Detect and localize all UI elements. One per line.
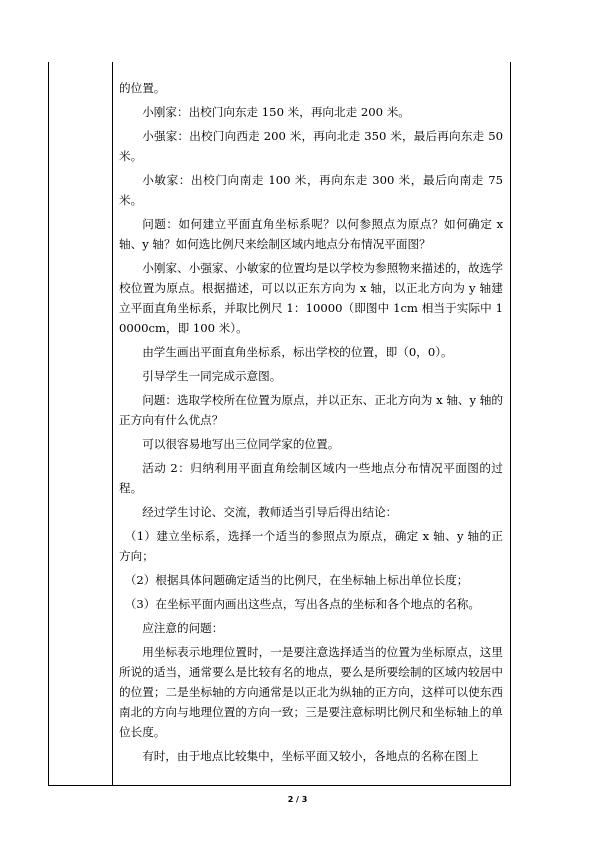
paragraph-answer-1: 小刚家、小强家、小敏家的位置均是以学校为参照物来描述的，故选学校位置为原点。根据描述，可以以正东方向为 x 轴，以正北方向为 y 轴建立平面直角坐标系，并取比例尺 1：10000（即图中 1cm 相当于实际中 10000cm，即 100 米）。	[119, 261, 503, 335]
paragraph-step-2: （2）根据具体问题确定适当的比例尺，在坐标轴上标出单位长度；	[124, 573, 469, 587]
paragraph-0: 的位置。	[119, 81, 166, 95]
paragraph-xiaoqiang-home: 小强家：出校门向西走 200 米，再向北走 350 米，最后再向东走 50 米。	[119, 129, 503, 163]
paragraph-guide: 引导学生一同完成示意图。	[142, 369, 282, 383]
paragraph-xiaogang-home: 小刚家：出校门向东走 150 米，再向北走 200 米。	[142, 105, 410, 119]
paragraph-activity-2: 活动 2：归纳利用平面直角绘制区域内一些地点分布情况平面图的过程。	[119, 461, 503, 495]
paragraph-question-2: 问题：选取学校所在位置为原点，并以正东、正北方向为 x 轴、y 轴的正方向有什么优点？	[119, 393, 503, 427]
paragraph-discussion: 经过学生讨论、交流，教师适当引导后得出结论：	[142, 505, 398, 519]
paragraph-student-draw: 由学生画出平面直角坐标系，标出学校的位置，即（0，0）。	[142, 345, 453, 359]
paragraph-xiaomin-home: 小敏家：出校门向南走 100 米，再向东走 300 米，最后向南走 75 米。	[119, 173, 503, 207]
paragraph-answer-2: 可以很容易地写出三位同学家的位置。	[142, 437, 340, 451]
paragraph-step-3: （3）在坐标平面内画出这些点，写出各点的坐标和各个地点的名称。	[124, 597, 480, 611]
paragraph-continued: 有时，由于地点比较集中，坐标平面又较小，各地点的名称在图上	[142, 749, 479, 763]
paragraph-notes-body: 用坐标表示地理位置时，一是要注意选择适当的位置为坐标原点，这里所说的适当，通常要么是比较有名的地点，要么是所要绘制的区域内较居中的位置；二是坐标轴的方向通常是以正北为纵轴的正方向，这样可以使东西南北的方向与地理位置的方向一致；三是要注意标明比例尺和坐标轴上的单位长度。	[119, 645, 503, 739]
paragraph-question-1: 问题：如何建立平面直角坐标系呢？以何参照点为原点？如何确定 x 轴、y 轴？如何选比例尺来绘制区域内地点分布情况平面图？	[119, 217, 503, 251]
paragraph-step-1: （1）建立坐标系，选择一个适当的参照点为原点，确定 x 轴、y 轴的正方向；	[119, 529, 503, 563]
lesson-content	[119, 78, 503, 770]
paragraph-notes-heading: 应注意的问题：	[142, 621, 224, 635]
page-number: 2 / 3	[287, 795, 308, 804]
column-divider	[112, 62, 113, 786]
